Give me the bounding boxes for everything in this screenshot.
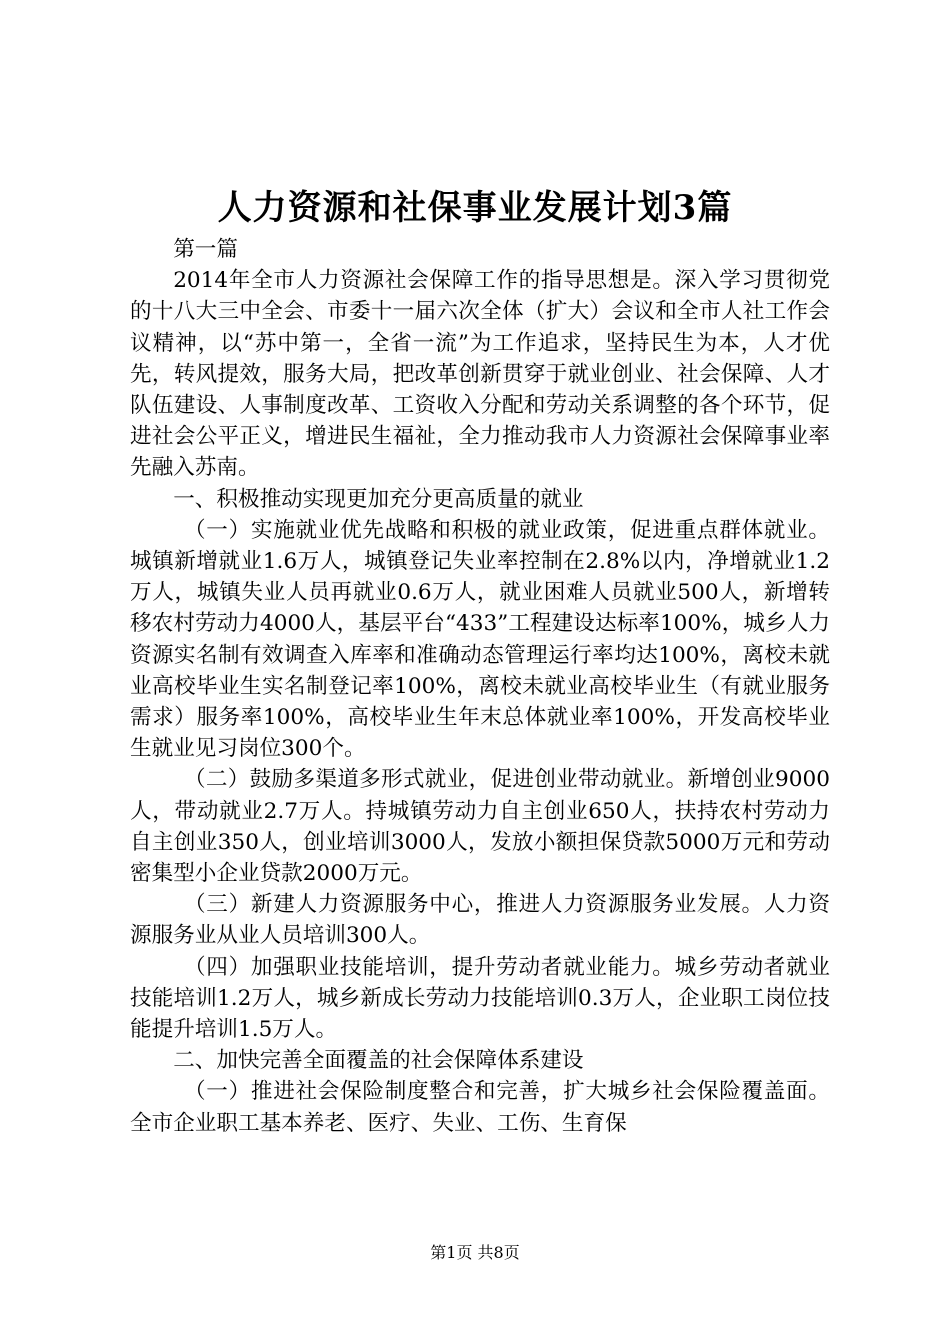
section-heading-employment: 一、积极推动实现更加充分更高质量的就业 [173, 486, 584, 512]
section-heading-first: 第一篇 [173, 237, 238, 262]
document-title: 人力资源和社保事业发展计划3篇 [217, 188, 733, 228]
page-footer: 第1页 共8页 [430, 1243, 520, 1262]
employment-item-3: （三）新建人力资源服务中心，推进人力资源服务业发展。人力资源服务业从业人员培训300人。 [130, 892, 830, 949]
employment-item-4: （四）加强职业技能培训，提升劳动者就业能力。城乡劳动者就业技能培训1.2万人，城乡新成长劳动力技能培训0.3万人，企业职工岗位技能提升培训1.5万人。 [130, 954, 830, 1043]
document-body [130, 234, 830, 1139]
section-heading-social-security: 二、加快完善全面覆盖的社会保障体系建设 [173, 1048, 584, 1074]
guiding-ideology-paragraph: 2014年全市人力资源社会保障工作的指导思想是。深入学习贯彻党的十八大三中全会、市委十一届六次全体（扩大）会议和全市人社工作会议精神，以“苏中第一，全省一流”为工作追求，坚持民生为本，人才优先，转风提效，服务大局，把改革创新贯穿于就业创业、社会保障、人才队伍建设、人事制度改革、工资收入分配和劳动关系调整的各个环节，促进社会公平正义，增进民生福祉，全力推动我市人力资源社会保障事业率先融入苏南。 [130, 268, 830, 481]
social-security-item-1: （一）推进社会保险制度整合和完善，扩大城乡社会保险覆盖面。全市企业职工基本养老、医疗、失业、工伤、生育保 [130, 1079, 830, 1136]
employment-item-1: （一）实施就业优先战略和积极的就业政策，促进重点群体就业。城镇新增就业1.6万人，城镇登记失业率控制在2.8%以内，净增就业1.2万人，城镇失业人员再就业0.6万人，就业困难人员就业500人，新增转移农村劳动力4000人，基层平台“433”工程建设达标率100%，城乡人力资源实名制有效调查入库率和准确动态管理运行率均达100%，离校未就业高校毕业生实名制登记率100%，离校未就业高校毕业生（有就业服务需求）服务率100%，高校毕业生年末总体就业率100%，开发高校毕业生就业见习岗位300个。 [130, 517, 830, 762]
employment-item-2: （二）鼓励多渠道多形式就业，促进创业带动就业。新增创业9000人，带动就业2.7万人。持城镇劳动力自主创业650人，扶持农村劳动力自主创业350人，创业培训3000人，发放小额担保贷款5000万元和劳动密集型小企业贷款2000万元。 [130, 767, 830, 887]
